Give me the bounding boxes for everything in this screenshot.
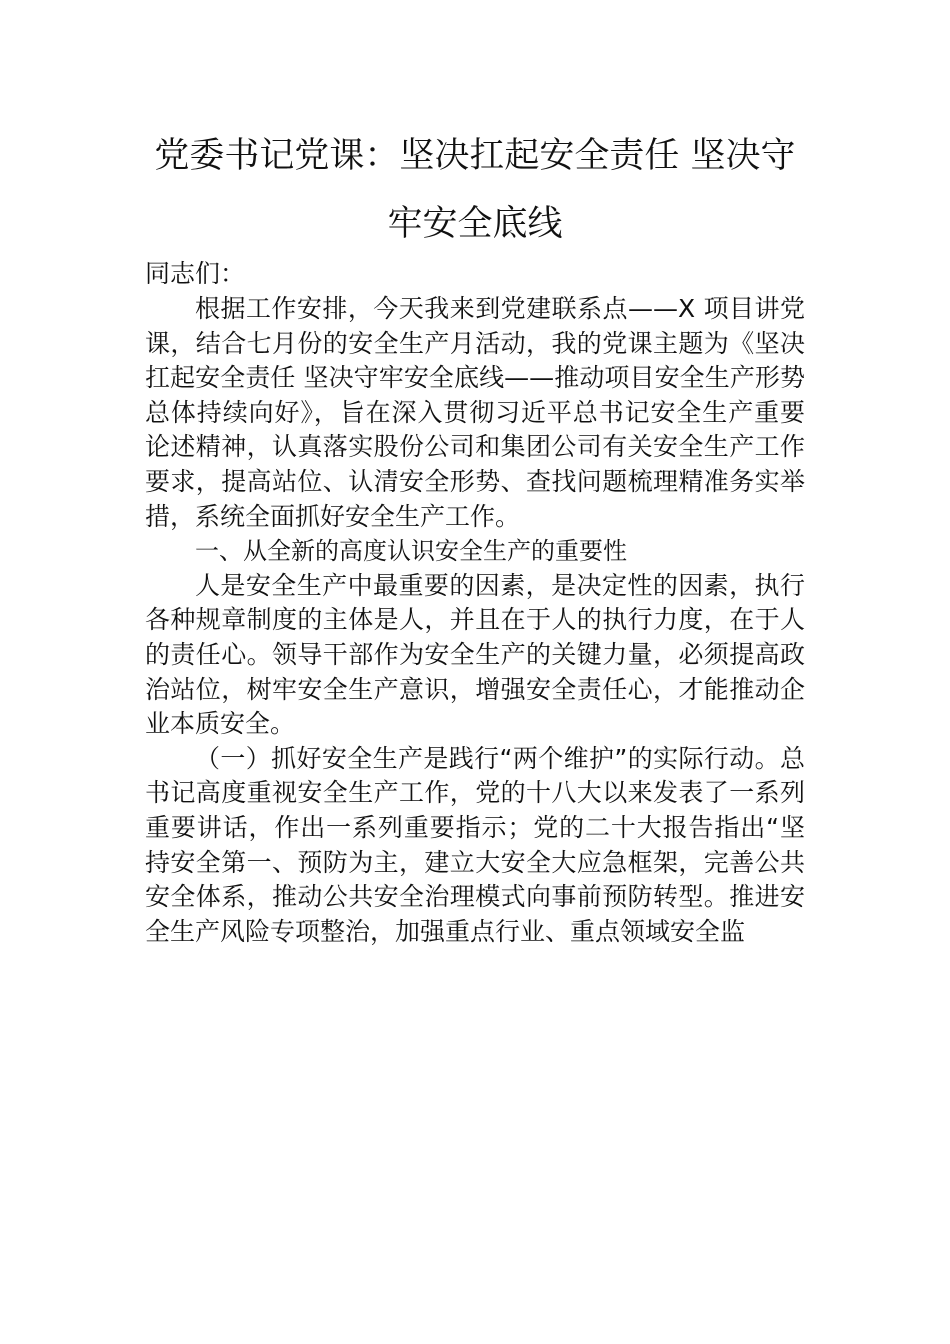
document-title-line-2: 牢安全底线 — [387, 204, 563, 244]
document-title-line-1: 党委书记党课：坚决扛起安全责任 坚决守 — [154, 136, 796, 176]
salutation: 同志们： — [145, 259, 246, 288]
paragraph-intro: 根据工作安排，今天我来到党建联系点——X 项目讲党课，结合七月份的安全生产月活动，我的党课主题为《坚决扛起安全责任 坚决守牢安全底线——推动项目安全生产形势总体持续向好》，旨在深入贯彻习近平总书记安全生产重要论述精神，认真落实股份公司和集团公司有关安全生产工作要求，提高站位、认清安全形势、查找问题梳理精准务实举措，系统全面抓好安全生产工作。 — [145, 294, 805, 531]
paragraph-subsection-1: （一）抓好安全生产是践行“两个维护”的实际行动。总书记高度重视安全生产工作，党的十八大以来发表了一系列重要讲话，作出一系列重要指示；党的二十大报告指出“坚持安全第一、预防为主，建立大安全大应急框架，完善公共安全体系，推动公共安全治理模式向事前预防转型。推进安全生产风险专项整治，加强重点行业、重点领域安全监 — [145, 743, 805, 946]
section-heading-1: 一、从全新的高度认识安全生产的重要性 — [195, 537, 627, 566]
paragraph-section-1: 人是安全生产中最重要的因素，是决定性的因素，执行各种规章制度的主体是人，并且在于人的执行力度，在于人的责任心。领导干部作为安全生产的关键力量，必须提高政治站位，树牢安全生产意识，增强安全责任心，才能推动企业本质安全。 — [145, 570, 805, 739]
document-body — [145, 292, 805, 949]
